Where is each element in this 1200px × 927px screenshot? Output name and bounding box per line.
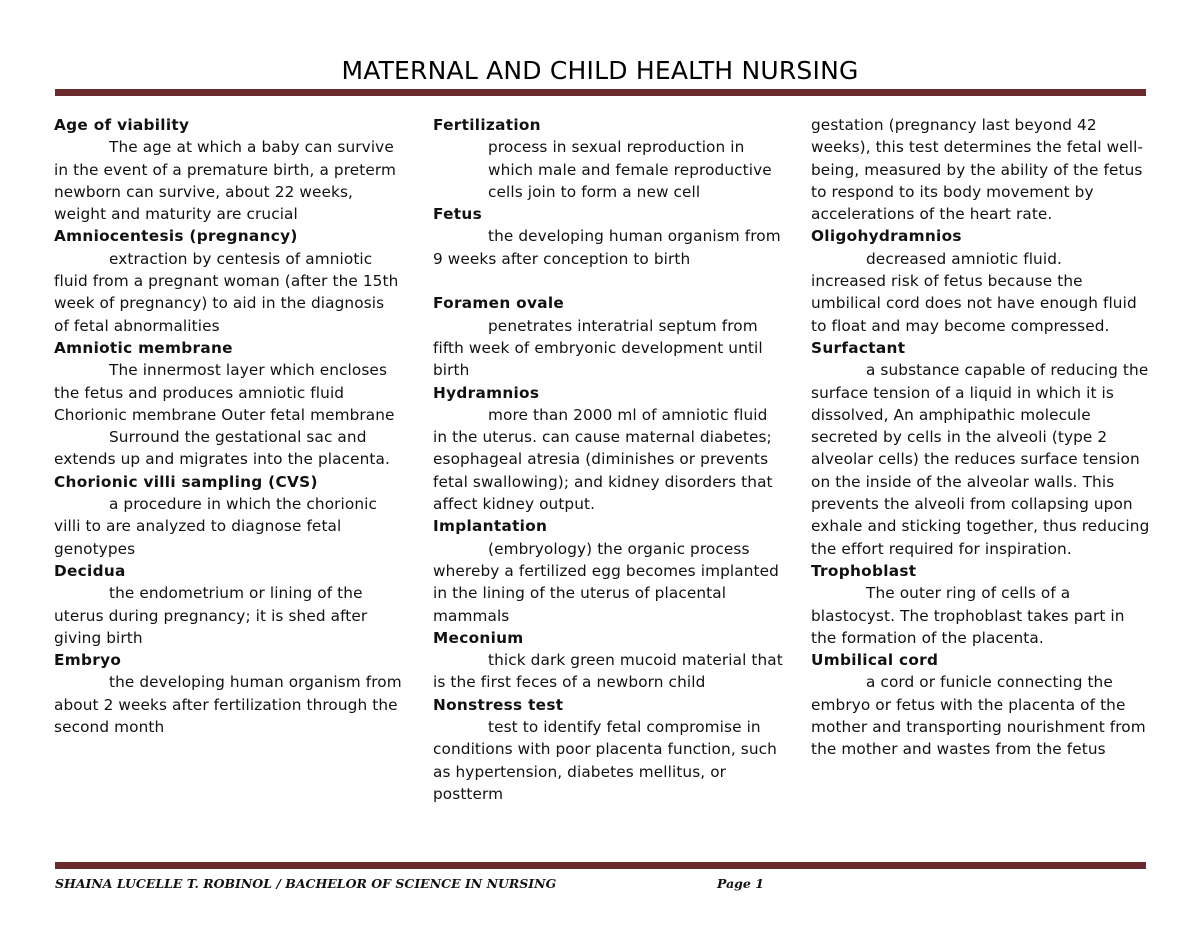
definition-oligohydramnios: decreased amniotic fluid. [866,249,1062,268]
spacer [433,270,783,292]
definition-chorionic-membrane: Surround the gestational sac and extends up and migrates into the placenta. [54,428,390,469]
footer-page-number: Page 1 [717,876,764,891]
definition-foramen-ovale: penetrates interatrial septum from fifth week of embryonic development until birth [433,316,763,380]
footer-author: SHAINA LUCELLE T. ROBINOL / BACHELOR OF SCIENCE IN NURSING [55,876,557,891]
definition-trophoblast: The outer ring of cells of a blastocyst. The trophoblast takes part in the formation of the placenta. [811,584,1125,647]
definition-amniocentesis: extraction by centesis of amniotic fluid from a pregnant woman (after the 15th week of pregnancy) to aid in the diagnosis of fetal abnormalities [54,249,399,335]
term-meconium: Meconium [433,628,524,647]
definition-fetus: the developing human organism from 9 weeks after conception to birth [433,227,781,268]
definition-decidua: the endometrium or lining of the uterus during pregnancy; it is shed after giving birth [54,584,368,647]
term-decidua: Decidua [54,561,126,580]
definition-hydramnios: more than 2000 ml of amniotic fluid in the uterus. can cause maternal diabetes; esophageal atresia (diminishes or prevents fetal swallowing); and kidney disorders that affect kidney output. [433,405,773,514]
term-umbilical-cord: Umbilical cord [811,651,939,670]
definition-fertilization: process in sexual reproduction in which male and female reproductive cells join to form a new cell [488,138,772,201]
term-embryo: Embryo [54,651,122,670]
definition-surfactant: a substance capable of reducing the surface tension of a liquid in which it is dissolved, An amphipathic molecule secreted by cells in the alveoli (type 2 alveolar cells) the reduces surface tension on the inside of the alveolar walls. This prevents the alveoli from collapsing upon exhale and sticking together, thus reducing the effort required for inspiration. [811,361,1150,558]
term-chorionic-villi-sampling: Chorionic villi sampling (CVS) [54,472,318,491]
term-implantation: Implantation [433,517,548,536]
term-fertilization: Fertilization [433,116,541,134]
definition-embryo: the developing human organism from about 2 weeks after fertilization through the second month [54,673,402,737]
term-trophoblast: Trophoblast [811,561,917,580]
definition-chorionic-villi-sampling: a procedure in which the chorionic villi to are analyzed to diagnose fetal genotypes [54,495,378,558]
term-surfactant: Surfactant [811,338,906,357]
term-age-of-viability: Age of viability [54,116,190,134]
term-oligohydramnios: Oligohydramnios [811,227,962,246]
oligohydramnios-detail: increased risk of fetus because the umbilical cord does not have enough fluid to float and may become compressed. [811,272,1137,335]
definition-nonstress-test: test to identify fetal compromise in conditions with poor placenta function, such as hypertension, diabetes mellitus, or postterm [433,718,777,803]
chorionic-membrane-text: Chorionic membrane Outer fetal membrane [54,405,395,424]
term-nonstress-test: Nonstress test [433,695,564,714]
top-divider [55,89,1146,96]
column-2 [433,114,783,805]
column-3 [811,114,1151,761]
term-fetus: Fetus [433,205,483,224]
term-amniocentesis: Amniocentesis (pregnancy) [54,227,298,246]
term-foramen-ovale: Foramen ovale [433,294,565,313]
page-title: MATERNAL AND CHILD HEALTH NURSING [341,56,859,85]
definition-amniotic-membrane: The innermost layer which encloses the fetus and produces amniotic fluid [54,361,388,402]
column-1 [54,114,404,738]
definition-nonstress-test-continued: gestation (pregnancy last beyond 42 weeks), this test determines the fetal well-being, measured by the ability of the fetus to respond to its body movement by accelerations of the heart rate. [811,116,1144,224]
term-hydramnios: Hydramnios [433,383,540,402]
definition-age-of-viability: The age at which a baby can survive in the event of a premature birth, a preterm newborn can survive, about 22 weeks, weight and maturity are crucial [54,138,397,224]
bottom-divider [55,862,1146,869]
term-amniotic-membrane: Amniotic membrane [54,338,233,357]
definition-umbilical-cord: a cord or funicle connecting the embryo or fetus with the placenta of the mother and transporting nourishment from the mother and wastes from the fetus [811,673,1146,759]
definition-implantation: (embryology) the organic process whereby a fertilized egg becomes implanted in the lining of the uterus of placental mammals [433,539,779,625]
definition-meconium: thick dark green mucoid material that is the first feces of a newborn child [433,651,783,692]
